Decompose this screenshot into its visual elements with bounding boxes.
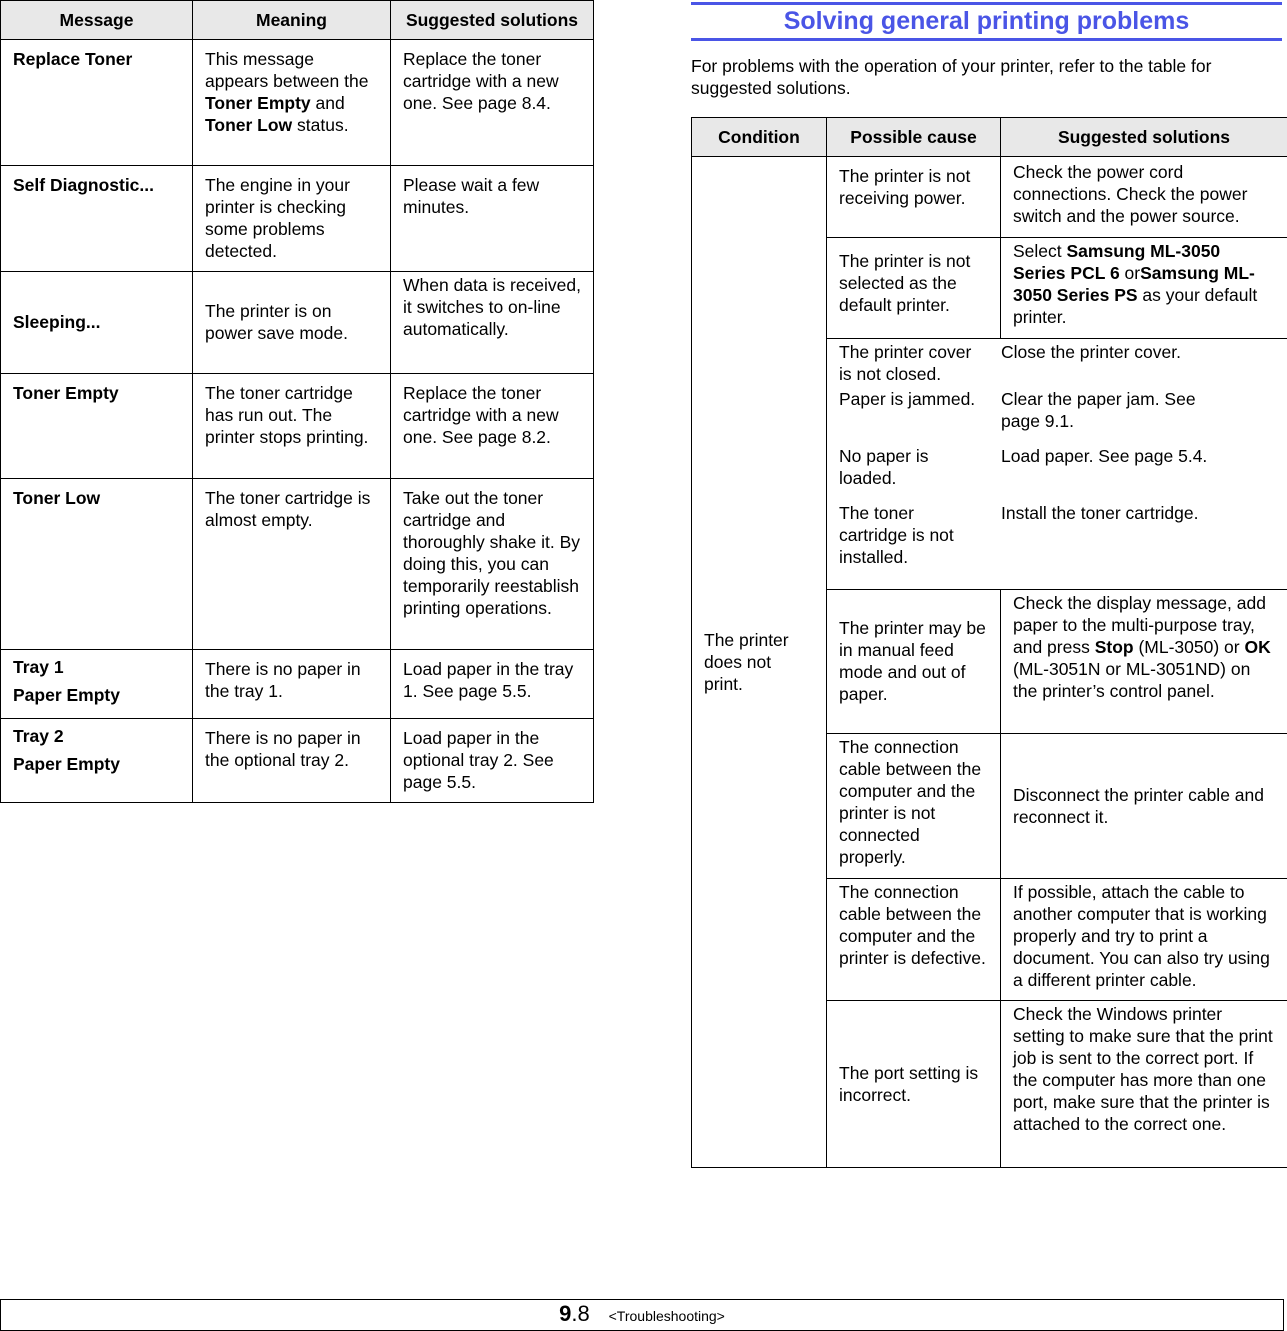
suggested-solution: Check the Windows printer setting to make sure that the print job is sent to the correct port. If the computer has more than one port, make sure that the printer is attached to the correct one. [1001,1001,1287,1144]
message-meaning: The toner cartridge has run out. The printer stops printing. [193,374,390,457]
table-row [1,374,594,479]
message-solution: Replace the toner cartridge with a new one. See page 8.2. [391,374,593,457]
possible-cause: The connection cable between the computer and the printer is not connected properly. [827,734,1000,877]
message-name-line2: Paper Empty [13,754,120,774]
column-header-solutions: Suggested solutions [1001,118,1287,157]
suggested-solution: Close the printer cover. [989,341,1193,372]
suggested-solution: Disconnect the printer cable and reconnect it. [1001,776,1287,837]
message-meaning: The toner cartridge is almost empty. [193,479,390,540]
chapter-label: <Troubleshooting> [609,1308,725,1324]
message-name: Tray 1 [13,657,64,677]
message-name: Tray 2 [13,726,64,746]
table-header-row [692,118,1287,157]
message-meaning: The engine in your printer is checking some problems detected. [193,166,390,271]
suggested-solution: Load paper. See page 5.4. [989,445,1219,476]
possible-cause: The printer is not receiving power. [827,157,1000,218]
sub-row [827,445,1287,502]
suggested-solution: Clear the paper jam. See page 9.1. [989,388,1249,441]
sub-row [827,341,1287,388]
message-table [0,0,594,803]
page-number: 9.8 [559,1301,590,1326]
suggested-solution: Install the toner cartridge. [989,502,1210,533]
column-header-cause: Possible cause [827,118,1001,157]
message-meaning: This message appears between the Toner Empty and Toner Low status. [193,40,390,145]
message-meaning: There is no paper in the tray 1. [193,650,390,711]
possible-cause: The connection cable between the computer and the printer is defective. [827,879,1000,978]
section-title: Solving general printing problems [691,2,1282,41]
message-solution: Take out the toner cartridge and thoroughly shake it. By doing this, you can temporarily reestablish printing operations. [391,479,593,628]
column-header-solutions: Suggested solutions [391,1,594,40]
page-footer [0,1299,1284,1331]
possible-cause: The port setting is incorrect. [827,1054,1000,1115]
table-row [692,157,1287,238]
suggested-solution: Check the power cord connections. Check the power switch and the power source. [1001,157,1287,236]
condition-cell: The printer does not print. [692,621,826,704]
possible-cause: No paper is loaded. [827,445,989,498]
message-name: Replace Toner [13,49,132,69]
message-solution: When data is received, it switches to on-line automatically. [391,272,593,349]
table-row [1,166,594,272]
suggested-solution: Select Samsung ML-3050 Series PCL 6 orSamsung ML-3050 Series PS as your default printer. [1001,238,1287,337]
solutions-table [691,117,1287,1168]
possible-cause: The printer may be in manual feed mode and out of paper. [827,609,1000,714]
column-header-message: Message [1,1,193,40]
possible-cause: The toner cartridge is not installed. [827,502,989,577]
message-meaning: There is no paper in the optional tray 2. [193,719,390,780]
table-header-row [1,1,594,40]
sub-row [827,388,1287,445]
message-solution: Replace the toner cartridge with a new one. See page 8.4. [391,40,593,123]
table-row [1,40,594,166]
suggested-solution: If possible, attach the cable to another computer that is working properly and try to print a document. You can also try using a different printer cable. [1001,879,1287,1000]
possible-cause: Paper is jammed. [827,388,989,419]
message-name: Self Diagnostic... [13,175,154,195]
message-name: Sleeping... [13,312,101,332]
possible-cause: The printer is not selected as the default printer. [827,238,1000,325]
table-row [1,479,594,650]
message-solution: Load paper in the optional tray 2. See page 5.5. [391,719,593,802]
column-header-condition: Condition [692,118,827,157]
message-meaning: The printer is on power save mode. [193,292,390,353]
section-intro: For problems with the operation of your printer, refer to the table for suggested solutions. [691,55,1271,99]
sub-row [827,502,1287,572]
table-row [1,272,594,374]
message-name: Toner Low [13,488,100,508]
message-name: Toner Empty [13,383,119,403]
message-solution: Load paper in the tray 1. See page 5.5. [391,650,593,711]
message-solution: Please wait a few minutes. [391,166,593,227]
column-header-meaning: Meaning [193,1,391,40]
possible-cause: The printer cover is not closed. [827,341,989,394]
table-row [1,650,594,719]
suggested-solution: Check the display message, add paper to the multi-purpose tray, and press Stop (ML-3050) or OK (ML-3051N or ML-3051ND) on the printer’s control panel. [1001,590,1287,711]
message-name-line2: Paper Empty [13,685,120,705]
table-row [1,719,594,803]
